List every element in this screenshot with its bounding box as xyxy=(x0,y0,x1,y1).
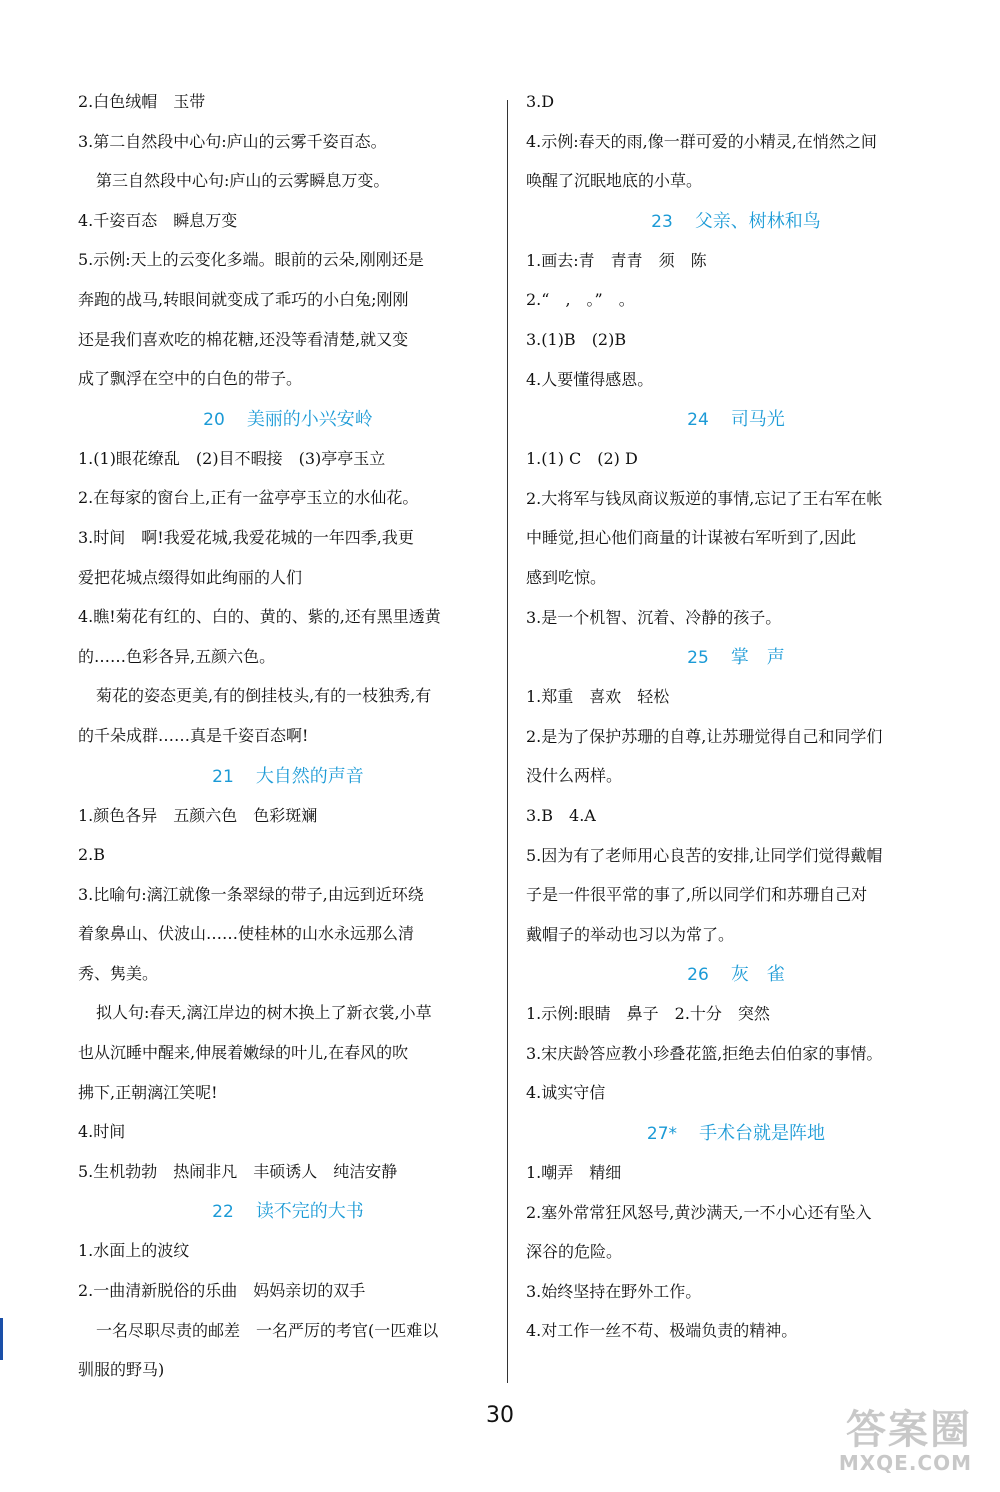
answer-line: 秀、隽美。 xyxy=(78,963,159,983)
answer-line: 4.示例:春天的雨,像一群可爱的小精灵,在悄然之间 xyxy=(526,131,877,151)
answer-line: 1.(1) C (2) D xyxy=(526,449,638,469)
answer-line: 还是我们喜欢吃的棉花糖,还没等看清楚,就又变 xyxy=(78,329,409,349)
answer-line: 4.人要懂得感恩。 xyxy=(526,369,654,389)
answer-line: 一名尽职尽责的邮差 一名严厉的考官(一匹难以 xyxy=(96,1320,439,1340)
answer-line: 也从沉睡中醒来,伸展着嫩绿的叶儿,在春风的吹 xyxy=(78,1043,409,1063)
answer-line: 3.始终坚持在野外工作。 xyxy=(526,1281,702,1301)
answer-line: 3.D xyxy=(526,92,555,111)
watermark-logo xyxy=(772,1408,972,1478)
section-title: 父亲、树林和鸟 xyxy=(694,210,821,232)
answer-line: 2.一曲清新脱俗的乐曲 妈妈亲切的双手 xyxy=(78,1281,366,1301)
section-heading xyxy=(526,647,946,669)
column-divider xyxy=(507,100,508,1383)
answer-line: 4.诚实守信 xyxy=(526,1083,606,1103)
answer-line: 着象鼻山、伏波山……使桂林的山水永远那么清 xyxy=(78,924,415,944)
answer-line: 驯服的野马) xyxy=(78,1360,165,1380)
answer-line: 感到吃惊。 xyxy=(526,567,607,587)
section-heading xyxy=(78,1201,498,1223)
section-heading xyxy=(526,1123,946,1145)
page-number: 30 xyxy=(486,1403,514,1428)
section-title: 大自然的声音 xyxy=(255,765,364,787)
watermark-sub: MXQE.COM xyxy=(838,1451,972,1475)
answer-line: 5.因为有了老师用心良苦的安排,让同学们觉得戴帽 xyxy=(526,845,883,865)
answer-line: 3.第二自然段中心句:庐山的云雾千姿百态。 xyxy=(78,131,387,151)
answer-line: 3.B 4.A xyxy=(526,805,596,825)
answer-line: 4.千姿百态 瞬息万变 xyxy=(78,210,238,230)
answer-line: 1.嘲弄 精细 xyxy=(526,1163,622,1183)
answer-line: 拂下,正朝漓江笑呢! xyxy=(78,1082,218,1102)
answer-line: 1.颜色各异 五颜六色 色彩斑斓 xyxy=(78,805,318,825)
section-number: 20 xyxy=(203,409,225,430)
answer-line: 2.是为了保护苏珊的自尊,让苏珊觉得自己和同学们 xyxy=(526,726,883,746)
section-number: 23 xyxy=(651,211,673,232)
answer-line: 3.比喻句:漓江就像一条翠绿的带子,由远到近环绕 xyxy=(78,884,424,904)
answer-line: 1.示例:眼睛 鼻子 2.十分 突然 xyxy=(526,1004,770,1024)
section-number: 24 xyxy=(687,410,709,431)
section-title: 读不完的大书 xyxy=(255,1201,364,1223)
section-heading xyxy=(78,766,498,788)
answer-line: 4.对工作一丝不苟、极端负责的精神。 xyxy=(526,1321,798,1341)
section-title: 掌 声 xyxy=(730,647,785,669)
section-title: 美丽的小兴安岭 xyxy=(246,408,373,430)
answer-line: 中睡觉,担心他们商量的计谋被右军听到了,因此 xyxy=(526,528,857,548)
answer-line: 子是一件很平常的事了,所以同学们和苏珊自己对 xyxy=(526,885,868,905)
section-heading xyxy=(526,409,946,431)
answer-line: 第三自然段中心句:庐山的云雾瞬息万变。 xyxy=(96,171,390,191)
left-column xyxy=(78,92,498,1400)
answer-line: 5.示例:天上的云变化多端。眼前的云朵,刚刚还是 xyxy=(78,250,424,270)
answer-line: 没什么两样。 xyxy=(526,766,623,786)
section-title: 司马光 xyxy=(730,409,785,431)
answer-line: 2.B xyxy=(78,845,106,865)
section-heading xyxy=(526,964,946,986)
answer-line: 3.(1)B (2)B xyxy=(526,329,627,349)
answer-line: 奔跑的战马,转眼间就变成了乖巧的小白兔;刚刚 xyxy=(78,289,409,309)
answer-line: 菊花的姿态更美,有的倒挂枝头,有的一枝独秀,有 xyxy=(96,686,432,706)
section-number: 26 xyxy=(687,965,709,986)
section-number: 21 xyxy=(212,766,234,787)
answer-line: 2.在每家的窗台上,正有一盆亭亭玉立的水仙花。 xyxy=(78,488,419,508)
answer-line: 成了飘浮在空中的白色的带子。 xyxy=(78,369,303,389)
answer-line: 3.时间 啊!我爱花城,我爱花城的一年四季,我更 xyxy=(78,527,414,547)
answer-line: 3.宋庆龄答应教小珍叠花篮,拒绝去伯伯家的事情。 xyxy=(526,1043,883,1063)
answer-line: 拟人句:春天,漓江岸边的树木换上了新衣裳,小草 xyxy=(96,1003,432,1023)
answer-line: 2.“ , 。” 。 xyxy=(526,290,635,310)
section-number: 27* xyxy=(646,1124,678,1145)
answer-line: 1.郑重 喜欢 轻松 xyxy=(526,687,670,707)
section-title: 手术台就是阵地 xyxy=(699,1123,826,1145)
answer-line: 戴帽子的举动也习以为常了。 xyxy=(526,924,735,944)
edge-mark xyxy=(0,1318,3,1360)
answer-line: 1.水面上的波纹 xyxy=(78,1241,190,1261)
answer-line: 深谷的危险。 xyxy=(526,1242,623,1262)
answer-line: 5.生机勃勃 热闹非凡 丰硕诱人 纯洁安静 xyxy=(78,1161,398,1181)
answer-line: 1.画去:青 青青 须 陈 xyxy=(526,250,707,270)
answer-line: 2.大将军与钱凤商议叛逆的事情,忘记了王右军在帐 xyxy=(526,488,883,508)
answer-line: 1.(1)眼花缭乱 (2)目不暇接 (3)亭亭玉立 xyxy=(78,448,386,468)
answer-line: 2.塞外常常狂风怒号,黄沙满天,一不小心还有坠入 xyxy=(526,1202,872,1222)
section-number: 22 xyxy=(212,1202,234,1223)
answer-line: 爱把花城点缀得如此绚丽的人们 xyxy=(78,567,303,587)
section-heading xyxy=(78,409,498,431)
answer-line: 3.是一个机智、沉着、冷静的孩子。 xyxy=(526,607,782,627)
section-title: 灰 雀 xyxy=(730,964,785,986)
answer-line: 2.白色绒帽 玉带 xyxy=(78,92,206,111)
watermark-main: 答案圈 xyxy=(846,1407,972,1453)
answer-line: 唤醒了沉眠地底的小草。 xyxy=(526,171,703,191)
answer-line: 4.瞧!菊花有红的、白的、黄的、紫的,还有黑里透黄 xyxy=(78,607,441,627)
answer-line: 的……色彩各异,五颜六色。 xyxy=(78,646,276,666)
section-heading xyxy=(526,211,946,233)
answer-line: 4.时间 xyxy=(78,1122,126,1142)
right-column xyxy=(526,92,946,1361)
section-number: 25 xyxy=(687,648,709,669)
answer-line: 的千朵成群……真是千姿百态啊! xyxy=(78,725,309,745)
